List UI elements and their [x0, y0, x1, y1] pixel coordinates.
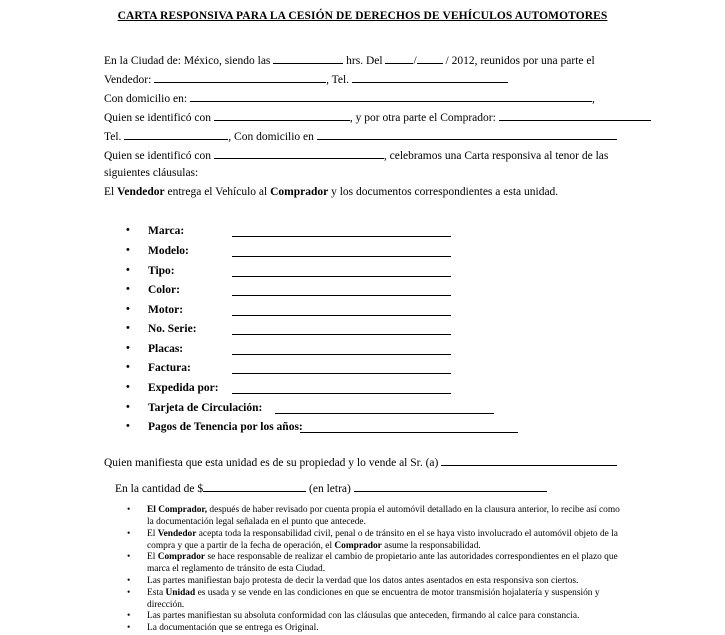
bullet: •: [126, 401, 130, 413]
bullet: •: [126, 361, 130, 373]
field-line: [232, 393, 451, 394]
bullet: •: [127, 552, 131, 562]
field-line: [275, 413, 494, 414]
amount-words-blank: [354, 481, 547, 492]
day-blank: [385, 53, 413, 64]
bullet: •: [126, 381, 130, 393]
bullet: •: [126, 264, 130, 276]
buyer-address-blank: [317, 129, 617, 140]
field-line: [300, 432, 518, 433]
clause-6: • Las partes manifiestan su absoluta conformidad con las cláusulas que anteceden, firmando al calce para constancia.: [127, 611, 580, 621]
field-line: [232, 354, 451, 355]
intro-line-1: En la Ciudad de: México, siendo las hrs. Del / / 2012, reunidos por una parte el: [104, 55, 595, 67]
clause-5: • Esta Unidad es usada y se vende en las condiciones en que se encuentra de motor transmisión hojalatería y suspensión y dirección.: [127, 588, 600, 610]
document-page: CARTA RESPONSIVA PARA LA CESIÓN DE DERECHOS DE VEHÍCULOS AUTOMOTORES En la Ciudad de: México, siendo las hrs. Del / / 2012, reunidos por una parte el Vendedor: , Tel. Con domicilio en: , Quien se identificó con , y por otra parte el Comprador: Tel. , Con domicilio en Quien se identificó con , celebramos una Carta responsiva al tenor de las siguientes cláusulas: El Vendedor entrega el Vehículo al Comprador y los documentos correspondientes a esta unidad. • Marca: • Modelo: • Tipo: • Color: • Motor: • No. Serie: • Placas: • Factura: • Expedida por: • Tarjeta de Circulación: • Pagos de Tenencia por los años: Quien manifiesta que esta unidad es de su propiedad y lo vende al Sr. (a) En la cantidad de $ (en letra) • El Comprador, después de haber revisado por cuenta propia el automóvil detallado en la clausura anterior, lo recibe así como la documentación legal señalada en el punto que antecede. • El Vendedor acepta toda la responsabilidad civil, penal o de tránsito en el se haya visto involucrado el automóvil objeto de la compra y que a partir de la fecha de operación, el Comprador asume la responsabilidad. • El Comprador se hace responsable de realizar el cambio de propietario ante las autoridades correspondientes en el plazo que marca el reglamento de tránsito de esta Ciudad. • Las partes manifiestan bajo protesta de decir la verdad que los datos antes asentados en esta responsiva son ciertos. • Esta Unidad es usada y se vende en las condiciones en que se encuentra de motor transmisión hojalatería y suspensión y dirección. • Las partes manifiestan su absoluta conformidad con las cláusulas que anteceden, firmando al calce para constancia. • La documentación que se entrega es Original.: [0, 0, 725, 630]
bullet: •: [126, 342, 130, 354]
bullet: •: [126, 244, 130, 256]
document-title: CARTA RESPONSIVA PARA LA CESIÓN DE DERECHOS DE VEHÍCULOS AUTOMOTORES: [117, 10, 608, 22]
intro-line-8: El Vendedor entrega el Vehículo al Comprador y los documentos correspondientes a esta unidad.: [104, 186, 559, 198]
bullet: •: [126, 224, 130, 236]
intro-line-6: Quien se identificó con , celebramos una Carta responsiva al tenor de las: [104, 150, 609, 162]
field-line: [232, 236, 451, 237]
intro-line-3: Con domicilio en: ,: [104, 93, 595, 105]
bullet: •: [127, 611, 131, 621]
intro-line-5: Tel. , Con domicilio en: [104, 129, 617, 143]
buyer-sr-blank: [441, 455, 617, 466]
buyer-id-blank: [214, 148, 384, 159]
intro-line-4: Quien se identificó con , y por otra parte el Comprador:: [104, 110, 651, 124]
seller-id-blank: [214, 110, 350, 121]
field-line: [232, 373, 451, 374]
bullet: •: [127, 588, 131, 598]
clause-4: • Las partes manifiestan bajo protesta de decir la verdad que los datos antes asentados en esta responsiva son ciertos.: [127, 576, 579, 586]
field-line: [232, 295, 451, 296]
bullet: •: [127, 623, 131, 633]
field-line: [232, 256, 451, 257]
bullet: •: [127, 529, 131, 539]
field-line: [232, 315, 451, 316]
bullet: •: [126, 303, 130, 315]
bullet: •: [126, 283, 130, 295]
field-line: [232, 276, 451, 277]
buyer-phone-blank: [124, 129, 228, 140]
buyer-name-blank: [499, 110, 651, 121]
seller-name-blank: [154, 72, 326, 83]
clause-7: • La documentación que se entrega es Original.: [127, 623, 319, 633]
clause-3: • El Comprador se hace responsable de realizar el cambio de propietario ante las autoridades correspondientes en el plazo que marca el reglamento de tránsito de esta Ciudad.: [127, 552, 618, 574]
bullet: •: [127, 505, 131, 515]
sale-line-1: Quien manifiesta que esta unidad es de su propiedad y lo vende al Sr. (a): [104, 455, 617, 469]
intro-line-7: siguientes cláusulas:: [104, 167, 199, 179]
bullet: •: [127, 576, 131, 586]
seller-address-blank: [190, 91, 592, 102]
intro-line-2: Vendedor: , Tel.: [104, 72, 508, 86]
month-blank: [417, 53, 443, 64]
amount-blank: [203, 481, 306, 492]
field-line: [232, 334, 451, 335]
sale-line-2: En la cantidad de $ (en letra): [115, 481, 547, 495]
bullet: •: [126, 322, 130, 334]
hour-blank: [273, 53, 343, 64]
clause-1: • El Comprador, después de haber revisado por cuenta propia el automóvil detallado en la clausura anterior, lo recibe así como la documentación legal señalada en el punto que antecede.: [127, 505, 620, 527]
clause-2: • El Vendedor acepta toda la responsabilidad civil, penal o de tránsito en el se haya visto involucrado el automóvil objeto de la compra y que a partir de la fecha de operación, el Comprador asume la responsabilidad.: [127, 529, 618, 551]
bullet: •: [126, 420, 130, 432]
seller-phone-blank: [352, 72, 508, 83]
